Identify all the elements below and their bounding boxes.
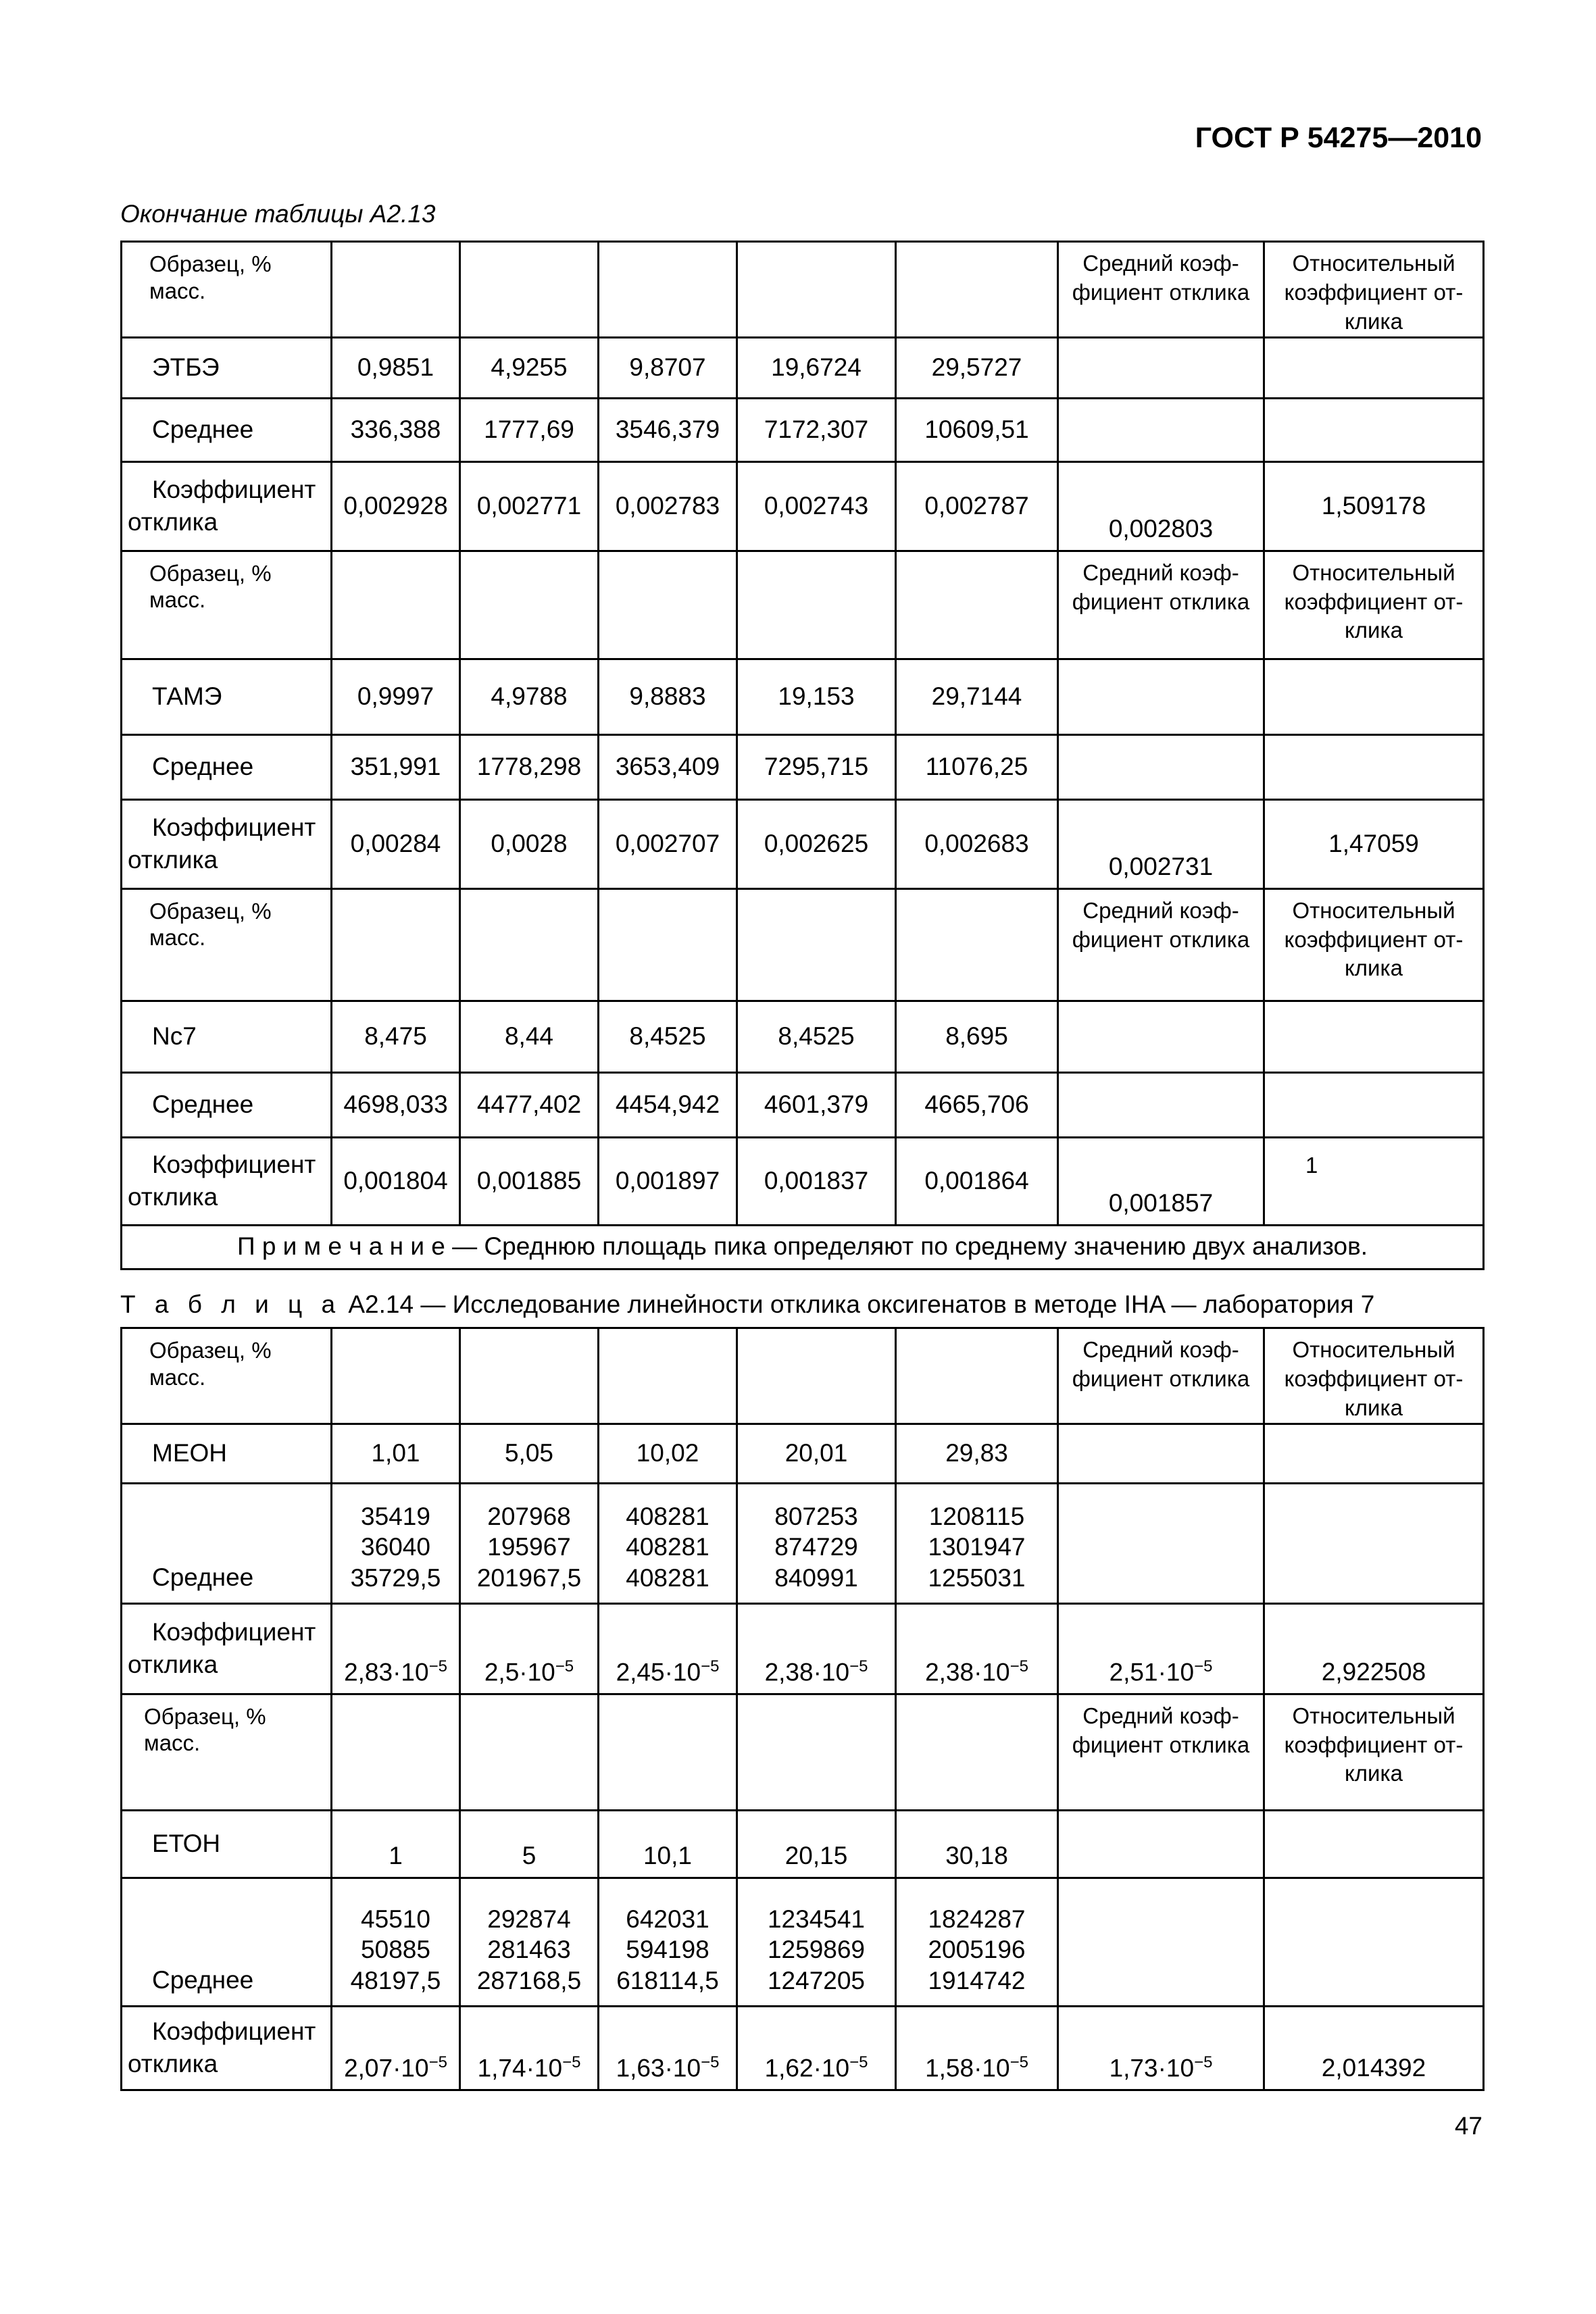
average-row bbox=[122, 1878, 1484, 2006]
coeff-cell: $2,38\cdot 10^{-5}$ bbox=[896, 1603, 1058, 1694]
coefficient-row bbox=[122, 461, 1484, 551]
conc-cell: 4,9788 bbox=[460, 659, 599, 734]
rel-coeff-header: Относительный коэффициент от-клика bbox=[1264, 242, 1484, 338]
average-row bbox=[122, 1483, 1484, 1603]
area-cell: 408281 408281 408281 bbox=[599, 1483, 737, 1603]
sample-header-row bbox=[122, 1328, 1484, 1424]
coefficient-label: Коэффициент отклика bbox=[122, 2006, 332, 2090]
avg-coeff-value: 0,002731 bbox=[1058, 799, 1264, 888]
rel-coeff-value: 1 bbox=[1264, 1137, 1484, 1225]
average-row bbox=[122, 734, 1484, 799]
conc-cell: 5 bbox=[460, 1810, 599, 1878]
coeff-cell: 0,00284 bbox=[332, 799, 460, 888]
conc-cell: 20,15 bbox=[737, 1810, 896, 1878]
rel-coeff-value: 2,014392 bbox=[1264, 2006, 1484, 2090]
avg-cell: 1778,298 bbox=[460, 734, 599, 799]
sample-label: Образец, % масс. bbox=[122, 888, 332, 1001]
avg-cell: 1777,69 bbox=[460, 398, 599, 461]
table-note: П р и м е ч а н и е — Среднюю площадь пика определяют по среднему значению двух анализов. bbox=[122, 1225, 1484, 1269]
avg-coeff-header: Средний коэф-фициент отклика bbox=[1058, 551, 1264, 659]
avg-coeff-header: Средний коэф-фициент отклика bbox=[1058, 1694, 1264, 1810]
coeff-cell: $1,58\cdot 10^{-5}$ bbox=[896, 2006, 1058, 2090]
conc-cell: 20,01 bbox=[737, 1424, 896, 1483]
coeff-cell: 0,002928 bbox=[332, 461, 460, 551]
concentration-row bbox=[122, 659, 1484, 734]
conc-cell: 4,9255 bbox=[460, 337, 599, 398]
avg-cell: 11076,25 bbox=[896, 734, 1058, 799]
conc-cell: 10,02 bbox=[599, 1424, 737, 1483]
coefficient-row bbox=[122, 1603, 1484, 1694]
conc-cell: 19,153 bbox=[737, 659, 896, 734]
coeff-cell: 0,001837 bbox=[737, 1137, 896, 1225]
rel-coeff-value: 1,47059 bbox=[1264, 799, 1484, 888]
conc-cell: 5,05 bbox=[460, 1424, 599, 1483]
rel-coeff-header: Относительный коэффициент от-клика bbox=[1264, 888, 1484, 1001]
avg-cell: 10609,51 bbox=[896, 398, 1058, 461]
conc-cell: 8,4525 bbox=[599, 1001, 737, 1072]
average-label: Среднее bbox=[122, 398, 332, 461]
compound-name: ЕТОН bbox=[122, 1810, 332, 1878]
avg-cell: 351,991 bbox=[332, 734, 460, 799]
avg-coeff-header: Средний коэф-фициент отклика bbox=[1058, 242, 1264, 338]
area-cell: 207968 195967 201967,5 bbox=[460, 1483, 599, 1603]
table-a2-14 bbox=[120, 1327, 1485, 2091]
avg-coeff-header: Средний коэф-фициент отклика bbox=[1058, 888, 1264, 1001]
concentration-row bbox=[122, 1424, 1484, 1483]
coeff-cell: 0,002683 bbox=[896, 799, 1058, 888]
avg-cell: 4601,379 bbox=[737, 1072, 896, 1137]
sample-label: Образец, % масс. bbox=[122, 551, 332, 659]
concentration-row bbox=[122, 337, 1484, 398]
conc-cell: 1,01 bbox=[332, 1424, 460, 1483]
avg-cell: 7295,715 bbox=[737, 734, 896, 799]
avg-coeff-value: $1,73\cdot 10^{-5}$ bbox=[1058, 2006, 1264, 2090]
avg-cell: 4477,402 bbox=[460, 1072, 599, 1137]
conc-cell: 8,4525 bbox=[737, 1001, 896, 1072]
conc-cell: 19,6724 bbox=[737, 337, 896, 398]
coeff-cell: 0,002625 bbox=[737, 799, 896, 888]
sample-label: Образец, % масс. bbox=[122, 1328, 332, 1424]
coefficient-label: Коэффициент отклика bbox=[122, 1603, 332, 1694]
area-cell: 45510 50885 48197,5 bbox=[332, 1878, 460, 2006]
sample-header-row bbox=[122, 242, 1484, 338]
table-caption: Т а б л и ц а А2.14 — Исследование линейности отклика оксигенатов в методе IHA — лаборатория 7 bbox=[120, 1290, 1375, 1318]
conc-cell: 30,18 bbox=[896, 1810, 1058, 1878]
coeff-cell: $2,83\cdot 10^{-5}$ bbox=[332, 1603, 460, 1694]
average-label: Среднее bbox=[122, 1072, 332, 1137]
avg-coeff-value: 0,001857 bbox=[1058, 1137, 1264, 1225]
conc-cell: 10,1 bbox=[599, 1810, 737, 1878]
avg-cell: 3653,409 bbox=[599, 734, 737, 799]
coefficient-row bbox=[122, 2006, 1484, 2090]
coeff-cell: 0,0028 bbox=[460, 799, 599, 888]
sample-header-row bbox=[122, 1694, 1484, 1810]
coefficient-label: Коэффициент отклика bbox=[122, 1137, 332, 1225]
coefficient-label: Коэффициент отклика bbox=[122, 799, 332, 888]
conc-cell: 8,475 bbox=[332, 1001, 460, 1072]
coeff-cell: 0,002787 bbox=[896, 461, 1058, 551]
coeff-cell: $1,74\cdot 10^{-5}$ bbox=[460, 2006, 599, 2090]
coeff-cell: 0,001864 bbox=[896, 1137, 1058, 1225]
coeff-cell: 0,002707 bbox=[599, 799, 737, 888]
area-cell: 1824287 2005196 1914742 bbox=[896, 1878, 1058, 2006]
conc-cell: 8,44 bbox=[460, 1001, 599, 1072]
avg-cell: 4665,706 bbox=[896, 1072, 1058, 1137]
rel-coeff-header: Относительный коэффициент от-клика bbox=[1264, 551, 1484, 659]
avg-cell: 3546,379 bbox=[599, 398, 737, 461]
concentration-row bbox=[122, 1810, 1484, 1878]
average-label: Среднее bbox=[122, 1878, 332, 2006]
compound-name: ЭТБЭ bbox=[122, 337, 332, 398]
table-caption-continuation: Окончание таблицы А2.13 bbox=[120, 200, 436, 228]
area-cell: 35419 36040 35729,5 bbox=[332, 1483, 460, 1603]
table-a2-13 bbox=[120, 241, 1485, 1270]
compound-name: ТАМЭ bbox=[122, 659, 332, 734]
coeff-cell: $1,63\cdot 10^{-5}$ bbox=[599, 2006, 737, 2090]
coefficient-label: Коэффициент отклика bbox=[122, 461, 332, 551]
compound-name: МЕОН bbox=[122, 1424, 332, 1483]
avg-cell: 4698,033 bbox=[332, 1072, 460, 1137]
average-row bbox=[122, 1072, 1484, 1137]
conc-cell: 9,8883 bbox=[599, 659, 737, 734]
sample-label: Образец, % масс. bbox=[122, 242, 332, 338]
coeff-cell: $2,07\cdot 10^{-5}$ bbox=[332, 2006, 460, 2090]
coefficient-row bbox=[122, 799, 1484, 888]
sample-header-row bbox=[122, 888, 1484, 1001]
rel-coeff-value: 1,509178 bbox=[1264, 461, 1484, 551]
coeff-cell: $2,45\cdot 10^{-5}$ bbox=[599, 1603, 737, 1694]
avg-cell: 4454,942 bbox=[599, 1072, 737, 1137]
coeff-cell: 0,001804 bbox=[332, 1137, 460, 1225]
rel-coeff-value: 2,922508 bbox=[1264, 1603, 1484, 1694]
area-cell: 642031 594198 618114,5 bbox=[599, 1878, 737, 2006]
area-cell: 1208115 1301947 1255031 bbox=[896, 1483, 1058, 1603]
page-number: 47 bbox=[1454, 2112, 1482, 2140]
avg-coeff-value: 0,002803 bbox=[1058, 461, 1264, 551]
conc-cell: 9,8707 bbox=[599, 337, 737, 398]
rel-coeff-header: Относительный коэффициент от-клика bbox=[1264, 1694, 1484, 1810]
coeff-cell: 0,001897 bbox=[599, 1137, 737, 1225]
avg-cell: 7172,307 bbox=[737, 398, 896, 461]
conc-cell: 8,695 bbox=[896, 1001, 1058, 1072]
average-label: Среднее bbox=[122, 734, 332, 799]
average-row bbox=[122, 398, 1484, 461]
avg-cell: 336,388 bbox=[332, 398, 460, 461]
area-cell: 807253 874729 840991 bbox=[737, 1483, 896, 1603]
rel-coeff-header: Относительный коэффициент от-клика bbox=[1264, 1328, 1484, 1424]
sample-label: Образец, % масс. bbox=[122, 1694, 332, 1810]
concentration-row bbox=[122, 1001, 1484, 1072]
note-row bbox=[122, 1225, 1484, 1269]
area-cell: 292874 281463 287168,5 bbox=[460, 1878, 599, 2006]
coeff-cell: 0,002771 bbox=[460, 461, 599, 551]
coeff-cell: $2,38\cdot 10^{-5}$ bbox=[737, 1603, 896, 1694]
coefficient-row bbox=[122, 1137, 1484, 1225]
coeff-cell: 0,002783 bbox=[599, 461, 737, 551]
avg-coeff-header: Средний коэф-фициент отклика bbox=[1058, 1328, 1264, 1424]
conc-cell: 0,9851 bbox=[332, 337, 460, 398]
coeff-cell: $1,62\cdot 10^{-5}$ bbox=[737, 2006, 896, 2090]
average-label: Среднее bbox=[122, 1483, 332, 1603]
area-cell: 1234541 1259869 1247205 bbox=[737, 1878, 896, 2006]
avg-coeff-value: $2,51\cdot 10^{-5}$ bbox=[1058, 1603, 1264, 1694]
conc-cell: 29,5727 bbox=[896, 337, 1058, 398]
conc-cell: 29,7144 bbox=[896, 659, 1058, 734]
sample-header-row bbox=[122, 551, 1484, 659]
document-id: ГОСТ Р 54275—2010 bbox=[1195, 122, 1482, 154]
conc-cell: 0,9997 bbox=[332, 659, 460, 734]
coeff-cell: 0,002743 bbox=[737, 461, 896, 551]
coeff-cell: $2,5\cdot 10^{-5}$ bbox=[460, 1603, 599, 1694]
conc-cell: 1 bbox=[332, 1810, 460, 1878]
compound-name: Nc7 bbox=[122, 1001, 332, 1072]
coeff-cell: 0,001885 bbox=[460, 1137, 599, 1225]
conc-cell: 29,83 bbox=[896, 1424, 1058, 1483]
